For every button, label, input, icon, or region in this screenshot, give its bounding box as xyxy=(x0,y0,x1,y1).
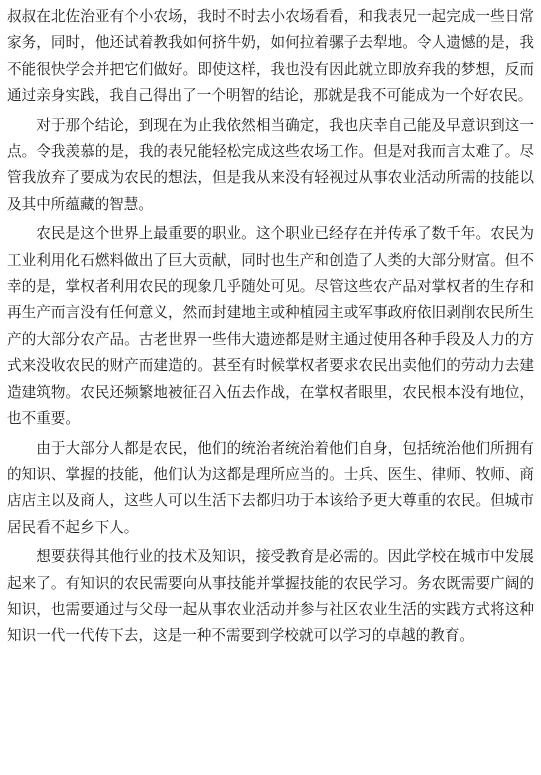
paragraph-2: 对于那个结论，到现在为止我依然相当确定，我也庆幸自己能及早意识到这一点。令我羡慕的是，我的表兄能轻松完成这些农场工作。但是对我而言太难了。尽管我放弃了要成为农民的想法，但是我从来没有轻视过从事农业活动所需的技能以及其中所蕴藏的智慧。 xyxy=(7,116,534,213)
paragraph-3: 农民是这个世界上最重要的职业。这个职业已经存在并传承了数千年。农民为工业利用化石燃料做出了巨大贡献，同时也生产和创造了人类的大部分财富。但不幸的是，掌权者利用农民的现象几乎随处可见。尽管这些农产品对掌权者的生存和再生产而言没有任何意义，然而封建地主或种植园主或军事政府依旧剥削农民所生产的大部分农产品。古老世界一些伟大遗迹都是财主通过使用各种手段及人力的方式来没收农民的财产而建造的。甚至有时候掌权者要求农民出卖他们的劳动力去建造建筑物。农民还频繁地被征召入伍去作战，在掌权者眼里，农民根本没有地位，也不重要。 xyxy=(7,225,534,428)
paragraph-1: 叔叔在北佐治亚有个小农场，我时不时去小农场看看，和我表兄一起完成一些日常家务，同时，他还试着教我如何挤牛奶，如何拉着骡子去犁地。令人遗憾的是，我不能很快学会并把它们做好。即使这样，我也没有因此就立即放弃我的梦想，反而通过亲身实践，我自己得出了一个明智的结论，那就是我不可能成为一个好农民。 xyxy=(7,8,534,105)
paragraph-4: 由于大部分人都是农民，他们的统治者统治着他们自身，包括统治他们所拥有的知识、掌握的技能，他们认为这都是理所应当的。士兵、医生、律师、牧师、商店店主以及商人，这些人可以生活下去都归功于本该给予更大尊重的农民。但城市居民看不起乡下人。 xyxy=(7,439,534,536)
paragraph-5: 想要获得其他行业的技术及知识，接受教育是必需的。因此学校在城市中发展起来了。有知识的农民需要向从事技能并掌握技能的农民学习。务农既需要广阔的知识，也需要通过与父母一起从事农业活动并参与社区农业生活的实践方式将这种知识一代一代传下去，这是一种不需要到学校就可以学习的卓越的教育。 xyxy=(7,548,534,645)
